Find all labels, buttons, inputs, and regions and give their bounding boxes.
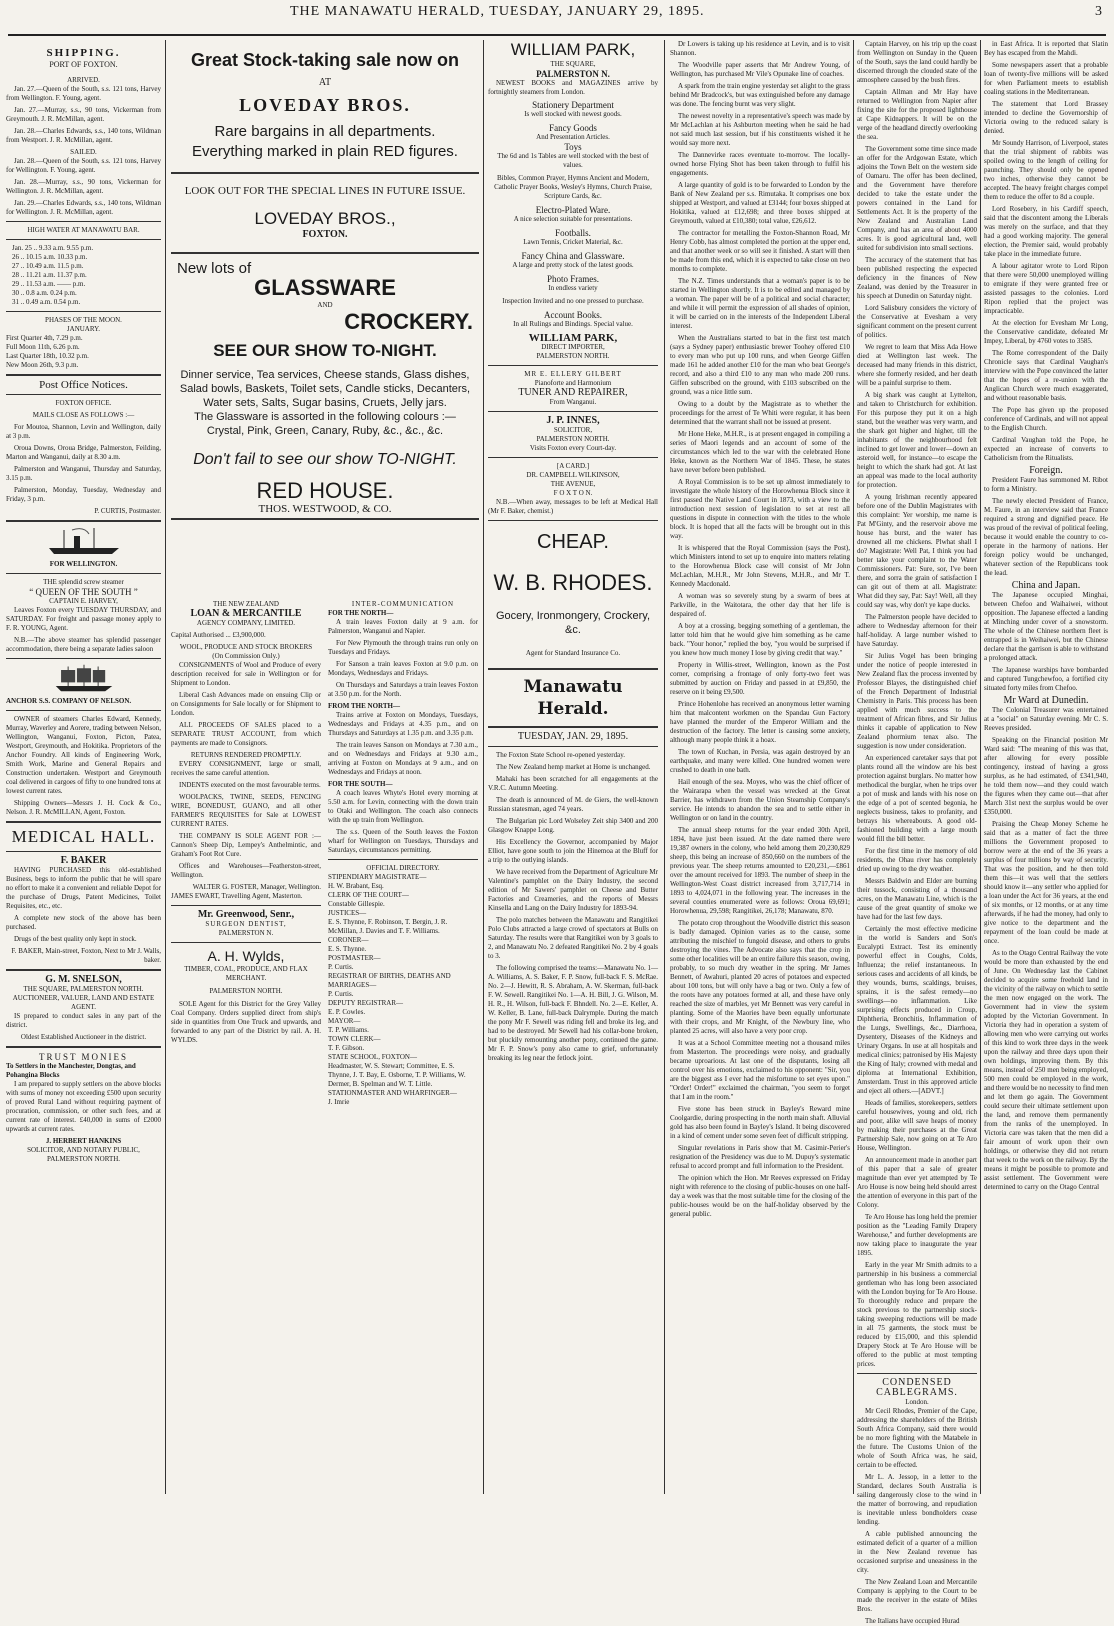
train-entry: For Sanson a train leaves Foxton at 9.0 p.m. on Mondays, Wednesdays and Fridays. bbox=[328, 660, 478, 677]
news-item: The death is announced of M. de Giers, the well-known Russian statesman, aged 74 years. bbox=[488, 796, 658, 813]
news-item: Te Aro House has long held the premier position as the "Leading Family Drapery Warehouse," and further developments are now taking place to inaugurate the year 1895. bbox=[857, 1213, 977, 1257]
crockery: CROCKERY. bbox=[344, 309, 473, 334]
column-park bbox=[488, 40, 658, 1492]
medical-drugs: Drugs of the best quality only kept in stock. bbox=[14, 935, 137, 943]
news-item: Singular revelations in Paris show that M. Casimir-Perier's resignation of the Presidency was due to M. Dupuy's systematic refusal to accord prompt and full information to the President. bbox=[670, 1144, 850, 1170]
directory-entry: STATE SCHOOL, FOXTON— bbox=[328, 1053, 417, 1061]
local-news bbox=[488, 751, 658, 1063]
steamer-text: Leaves Foxton every TUESDAY THURSDAY, and SATURDAY. For freight and passage money apply to F. R. YOUNG, Agent. bbox=[6, 606, 161, 632]
sailing-entry: Jan. 29.—Charles Edwards, s.s., 140 tons, Wildman for Wellington. J. R. McMillan, agent. bbox=[6, 199, 161, 216]
steamer-name: “ QUEEN OF THE SOUTH ” bbox=[29, 587, 138, 597]
news-item: His Excellency the Governor, accompanied by Major Elliot, have gone south to join the Hinemoa at the Bluff for a trip to the outlying islands. bbox=[488, 838, 658, 864]
loan-title: LOAN & MERCANTILE bbox=[190, 608, 302, 619]
tide-table bbox=[6, 244, 161, 307]
directory-entry: CORONER— bbox=[328, 936, 369, 944]
news-item: Owing to a doubt by the Magistrate as to whether the proceedings for the arrest of Te Whiti were regular, it has been determined that the warrant shall not be issued at present. bbox=[670, 400, 850, 426]
electro: Electro-Plated Ware. bbox=[535, 205, 611, 215]
loan-mercantile-ad bbox=[171, 600, 321, 1048]
china-item: The Japanese occupied Minghai, between Chefoo and Waihaiwei, without opposition. The Japanese effected a landing at Minching under cover of a snowstorm. The whole of the Chinese northern fleet is entrapped is in Weihaiwei, but the Chinese declare that the garrison is able to withstand a prolonged attack. bbox=[984, 591, 1108, 662]
cable-item: The statement that Lord Brassey intended to decline the Governorship of Victoria owing to the reduced salary is denied. bbox=[984, 100, 1108, 135]
inter-title: INTER-COMMUNICATION bbox=[351, 600, 455, 608]
cable-item: Mr Cecil Rhodes, Premier of the Cape, addressing the shareholders of the British South Africa Company, said there would be no more fighting with the Matabele in the future. The Customs Union of the whole of South Africa was, he said, certain to be effected. bbox=[857, 1407, 977, 1469]
bibles: Bibles, Common Prayer, Hymns Ancient and Modern, Catholic Prayer Books, Wesley's Hymns, Church Praise, Scripture Cards, &c. bbox=[494, 174, 652, 200]
red-house: RED HOUSE. bbox=[256, 478, 394, 503]
directory-entry: Headmaster, W. S. Stewart; Committee, E. S. Thynne, J. T. Bay, E. Osborne, T. P. Williams, W. Dermer, B. Spelman and W. T. Little. bbox=[328, 1062, 466, 1088]
arrival-entry: Jan. 28.—Charles Edwards, s.s., 140 tons, Wildman from Westport. J. R. McMillan, agent. bbox=[6, 127, 161, 144]
account-text: In all Rulings and Bindings. Special value. bbox=[513, 320, 633, 328]
directory-entry: STIPENDIARY MAGISTRATE— bbox=[328, 873, 427, 881]
trust-text: I am prepared to supply settlers on the above blocks with sums of money not exceeding £500 upon security of proved Rural Land without requiring payment of procuration, commission, or other such fees, and at current rate of interest. £40,000 in sums of £2000 upwards at current rates. bbox=[6, 1080, 161, 1133]
column-rule bbox=[980, 40, 981, 1494]
cable-list bbox=[857, 1407, 977, 1626]
anchor-text: OWNER of steamers Charles Edward, Kennedy, Murray, Waverley and Aorere, trading between Nelson, Wellington, Wanganui, Foxton, Picton, Patea, Westport, Greymouth, and Hokitika. Proprietors of the Anchor Foundry. All kinds of Engineering Work, Smith Work, Marine and General Repairs and Construction undertaken. Westport and Greymouth coal delivered in cargoes of fifty to one hundred tons at lowest current rates. bbox=[6, 715, 161, 795]
china-list bbox=[984, 591, 1108, 693]
moon-list bbox=[6, 334, 161, 370]
news-item: The New Zealand hemp market at Home is unchanged. bbox=[496, 763, 651, 771]
news-item: The Dannevirke races eventuate to-morrow. The locally-owned horse Flying Shot has been taken through to fulfil his engagements. bbox=[670, 151, 850, 177]
news-item: It is whispered that the Royal Commission (says the Post), which Ministers intend to set up to enquire into matters relating to the Horowhenua Block case will consist of Mr John McLachlan, M.H.R., Mr John Stevens, M.H.R., and Mr T. Kennedy Macdonald. bbox=[670, 544, 850, 588]
news-item: Prince Hohenlohe has received an anonymous letter warning him that malcontent workmen on the Spandau Gun Factory have planned the murder of the Emperor William and the destruction of the factory. The letter is causing some anxiety, although many people think it a hoax. bbox=[670, 700, 850, 744]
palmn: PALMERSTON N. bbox=[536, 69, 610, 79]
directory-entry: H. W. Brabant, Esq. bbox=[328, 882, 384, 890]
baker-name: F. BAKER bbox=[60, 855, 107, 866]
steamer-nb: N.B.—The above steamer has splendid passenger accommodation, there being a separate ladies saloon bbox=[6, 636, 161, 653]
loveday-title: LOVEDAY BROS. bbox=[239, 95, 411, 115]
column-cables bbox=[984, 40, 1108, 1492]
news-item: Captain Allman and Mr Hay have returned to Wellington from Napier after fixing the site for the proposed lighthouse at Cape Kidnappers. It will be on the verge of the headland directly overlooking the sea. bbox=[857, 88, 977, 141]
news-item: The Foxton State School re-opened yesterday. bbox=[496, 751, 626, 759]
wilkinson-nb: N.B.—When away, messages to be left at Medical Hall (Mr F. Baker, chemist.) bbox=[488, 498, 658, 515]
shipping-title: SHIPPING. bbox=[46, 47, 121, 59]
steamer-intro: THE splendid screw steamer bbox=[43, 578, 124, 586]
importer: DIRECT IMPORTER, bbox=[541, 343, 605, 351]
herald-date: TUESDAY, JAN. 29, 1895. bbox=[517, 731, 629, 742]
footballs-text: Lawn Tennis, Cricket Material, &c. bbox=[523, 238, 623, 246]
news-item: The Bulgarian pic Lord Wolseley Zeit ship 3400 and 200 Glasgow Knappe Long. bbox=[488, 817, 658, 834]
sailed-list bbox=[6, 157, 161, 217]
cable-item: The New Zealand Loan and Mercantile Company is applying to the Court to be made the receiver in the estate of Miles Bros. bbox=[857, 1578, 977, 1613]
commission: (On Commission Only.) bbox=[212, 652, 280, 660]
cable-item: Cardinal Vaughan told the Pope, he expected an increase of converts to Catholicism from the Ritualists. bbox=[984, 436, 1108, 462]
news-item: The Palmerston people have decided to adhere to Wednesday afternoon for their half-holiday. A large number wished to have Saturday. bbox=[857, 613, 977, 648]
directory-entry: REGISTRAR OF BIRTHS, DEATHS AND MARRIAGES— bbox=[328, 972, 451, 989]
directory-entry: TOWN CLERK— bbox=[328, 1035, 381, 1043]
masthead bbox=[0, 0, 1114, 38]
inter-communication bbox=[328, 600, 478, 1107]
toys-text: The 6d and 1s Tables are well stocked with the best of values. bbox=[497, 152, 649, 169]
baker-signature: F. BAKER, Main-street, Foxton, Next to Mr J. Walls, baker. bbox=[11, 947, 161, 964]
news-item: An announcement made in another part of this paper that a sale of greater magnitude than ever yet attempted by Te Aro House is now being held should arrest the attention of everyone in this part of the Colony. bbox=[857, 1156, 977, 1209]
ward-item: As to the Otago Central Railway the vote would be more than exhausted by the end of June. On Wednesday last the Cabinet decided to acquire some freehold land in the vicinity of the railway on which to settle the men now engaged on the work. The Government had in view the system adopted by the Victorian Government. In Victoria they had in operation a system of allowing men who were carrying out works of this kind to work three days in the week upon the railway and three days upon their own holdings, improving them. By this means, instead of 250 men being employed, 500 men could be employed in the work, and there would be no necessity to find men and let them go again. The Government could secure their ultimate settlement upon the land, and remove them permanently from the ranks of the unemployed. In Victoria care was taken that the men did a fair amount of work upon their own holdings, or otherwise they did not return that week to the work on the railway. By the means it might be possible to promote and assist settlement. The Government were determined to carry on the Otago Central bbox=[984, 949, 1108, 1191]
news-item: Hail enough of the sea. Moyes, who was the chief officer of the Wairarapa when the vessel was wrecked at the Great Barrier, has withdrawn from the Union Steamship Company's service. He intends to abandon the sea and to settle either in Wellington or on land in the country. bbox=[670, 778, 850, 822]
dinner-list: Dinner service, Tea services, Cheese stands, Glass dishes, Salad bowls, Baskets, Toilet sets, Candle sticks, Decanters, Water sets, Salts, Sugar basins, Cruets, Jelly jars. bbox=[179, 369, 471, 409]
greenwood: Mr. Greenwood, Senr., bbox=[197, 909, 295, 920]
at-label: AT bbox=[318, 77, 332, 88]
north-title: FOR THE NORTH— bbox=[328, 609, 394, 617]
captain: CAPTAIN E. HARVEY, bbox=[49, 597, 118, 605]
south-title: FOR THE SOUTH— bbox=[328, 780, 393, 788]
news-item: A spark from the train engine yesterday set alight to the grass behind Mr Bradcock's, but was extinguished before any damage was done. The fencing burnt was very slight. bbox=[670, 82, 850, 108]
cable-item: Mr L. A. Jessop, in a letter to the Standard, declares South Australia is sailing dangerously close to the wind in the matter of borrowing, and repudiation is inevitable unless bondholders cease lending. bbox=[857, 1473, 977, 1526]
news-item: The accuracy of the statement that has been published respecting the expected deficiency in the finances of New Zealand, was denied by the Treasurer in his speech at Dunedin on Saturday night. bbox=[857, 256, 977, 300]
account-books: Account Books. bbox=[544, 310, 602, 320]
news-item: The contractor for metalling the Foxton-Shannon Road, Mr Henry Cobb, has almost completed the portion at the upper end, and that another week or so will see it finished. A start will then be made from this end, which it is expected to take close on two months to complete. bbox=[670, 229, 850, 273]
news-item: The potato crop throughout the Woodville district this season is badly damaged. Opinion varies as to the cause, some attributing the mischief to fungoid disease, and others to grubs destroying the vines. The Advocate also says that the crop in some other localities will be an entire failure this season, owing, probably, to so much dry weather in the spring. Mr James Bennett, of Awahuri, planted 20 acres of potatoes and expected about 100 tons, but will only have a bag or two. Only a few of the roots have any potatoes formed at all, and these have only reached the size of marbles, yet Mr Bennett was very careful in planting. Some of the Maories have been equally unfortunate with their crops, and Mr Knight, of the Newbury line, who planted 25 acres, will also have a very poor crop. bbox=[670, 919, 851, 1035]
footballs: Footballs. bbox=[555, 228, 591, 238]
cable-item: A cable published announcing the estimated deficit of a quarter of a million in the New Zealand revenue has occasioned surprise and uneasiness in the city. bbox=[857, 1530, 977, 1574]
tide-row: 31 .. 0.49 a.m. 0.54 p.m. bbox=[12, 298, 81, 306]
south-list bbox=[328, 789, 478, 855]
capital: Capital Authorised ... £3,900,000. bbox=[171, 631, 266, 639]
news-item: The opinion which the Hon. Mr Reeves expressed on Friday night with reference to the closing of public-houses on one half-day a week was that the most suitable time for the closing of the public-houses would be on the half-holiday observed by the general public. bbox=[670, 1174, 850, 1218]
news-item: Certainly the most effective medicine in the world is Sanders and Son's Eucalypti Extract. Test its eminently powerful effect in Coughs, Colds, Influenza; the relief instantaneous. In serious cases and accidents of all kinds, be they wounds, burns, scaldings, bruises, sprains, it is the safest remedy—no swellings—no inflammation. Like surprising effects produced in Croup, Diphtheria, Bronchitis, Inflammation of the Lungs, Swellings, &c., Diarrhoea, Dysentery, Diseases of the Kidneys and Urinary Organs. In use at all hospitals and medical clinics; patronised by His Majesty the King of Italy; crowned with medal and diploma at International Exhibition, Amsterdam. Trust in this approved article and eject all others.—[ADVT.] bbox=[857, 925, 977, 1095]
lookout: LOOK OUT FOR THE SPECIAL LINES IN FUTURE ISSUE. bbox=[184, 185, 466, 197]
hankins-name: J. HERBERT HANKINS bbox=[45, 1137, 122, 1145]
cable-item: Mr Soundy Harrison, of Liverpool, states that the trial shipment of rabbits was spoiled owing to the length of ceiling for paunching. They should only be opened two inches, otherwise they cannot be accepted. The heavy freight charges compel them to reduce the offer to 8d a couple. bbox=[984, 139, 1108, 201]
palm2: PALMERSTON NORTH. bbox=[536, 435, 610, 443]
foreign-item: The newly elected President of France, M. Faure, in an interview said that France required a strong and dignified peace. He was proud of the revival of political feeling, because it would enable the country to co-operate in the harmony of nations. Her foreign policy would be unchanged, whatever section of the Republicans took the lead. bbox=[984, 497, 1108, 577]
moon-phase: Last Quarter 18th, 10.32 p.m. bbox=[6, 352, 89, 360]
glass-colours: The Glassware is assorted in the following colours :— Crystal, Pink, Green, Canary, Ruby, &c., &c., &c. bbox=[194, 411, 456, 437]
news-item: The Woodville paper asserts that Mr Andrew Young, of Wellington, has purchased Mr Vile's Opunake line of coaches. bbox=[670, 61, 850, 78]
news-item: Messrs Baldwin and Elder are burning their tussock, consisting of a thousand acres, on the Manawatu Line, which is the cause of the great quantity of smoke we have had for the last few days. bbox=[857, 877, 977, 921]
medical-text: HAVING PURCHASED this old-established Business, begs to inform the public that he will spare no effort to make it a convenient and reliable Depot for the purchase of Drugs, Patent Medicines, Toilet Requisites, etc., etc. bbox=[6, 866, 161, 910]
foxton-label: FOXTON. bbox=[302, 229, 348, 240]
official-title: OFFICIAL DIRECTORY. bbox=[366, 864, 440, 872]
news-item: Early in the year Mr Smith admits to a partnership in his business a commercial gentleman who has long been associated with the London buying for Te Aro House. To thoroughly reduce and prepare the stock previous to the partnership stock-taking sweeping reductions will be made in all 75 garments, the stock must be reduced by £15,000, and this splendid Drapery Stock at Te Aro House will be offered to the public at most tempting prices. bbox=[857, 1261, 977, 1368]
cable-item: The Rome correspondent of the Daily Chronicle says that Cardinal Vaughan's interview with the Pope convinced the latter that the hopes of a re-union with the Anglican Church were much exaggerated, and without reasonable basis. bbox=[984, 349, 1108, 402]
news-item: We regret to learn that Miss Ada Howe died at Wellington last week. The deceased had many friends in this district, where she formerly resided, and her death will be a painful surprise to them. bbox=[857, 343, 977, 387]
moon-month: JANUARY. bbox=[66, 325, 101, 333]
cable-item: At the election for Evesham Mr Long, the Conservative candidate, defeated Mr Impey, Liberal, by 4760 votes to 3585. bbox=[984, 319, 1108, 345]
north-list bbox=[328, 618, 478, 699]
electro-text: A nice selection suitable for presentations. bbox=[513, 215, 633, 223]
column-advertisements bbox=[171, 40, 479, 1492]
news-item: It was at a School Committee meeting not a thousand miles from Masterton. The proceedings were noisy, and gradually became uproarious. At last one of the disputants, losing all control over his emotions, exclaimed to his opponent: "Sir, you are the biggest ass I ever had the misfortune to set eyes upon." "Order! Order!" exclaimed the chairman, "you seem to forget that I am in the room." bbox=[670, 1039, 850, 1101]
tuner: TUNER AND REPAIRER, bbox=[518, 387, 628, 398]
newest-books: NEWEST BOOKS and MAGAZINES arrive by fortnightly steamers from London. bbox=[488, 79, 658, 96]
news-item: A big shark was caught at Lyttelton, and taken to Christchurch for exhibition. For this purpose they put it on a high stand, but the weather was very warm, and the shark got higher and higher, till the inhabitants of the neighbourhood felt inclined to get lower and lower—down an asteroid well, for instance—to escape the height to which the shark had got. At last an appeal was made to the local authority for protection. bbox=[857, 391, 977, 489]
timber: TIMBER, COAL, PRODUCE, AND FLAX MERCHANT. bbox=[184, 965, 308, 982]
nz-title: THE NEW ZEALAND bbox=[213, 600, 279, 608]
directory-entry: T. P. Williams. bbox=[328, 1026, 369, 1034]
masthead-title: THE MANAWATU HERALD, TUESDAY, JANUARY 29, 1895. bbox=[290, 4, 705, 19]
column-rule bbox=[853, 40, 854, 1494]
directory-entry: JUSTICES— bbox=[328, 909, 367, 917]
anchor-title: ANCHOR S.S. COMPANY OF NELSON. bbox=[6, 697, 132, 705]
offices: Offices and Warehouses—Featherston-street, Wellington. bbox=[171, 862, 321, 879]
ward-list bbox=[984, 706, 1108, 1192]
directory-entry: T. F. Gibson. bbox=[328, 1044, 365, 1052]
marked-red: Everything marked in plain RED figures. bbox=[192, 143, 458, 160]
proceeds: ALL PROCEEDS OF SALES placed to a SEPARATE TRUST ACCOUNT, from which payments are made to Consignors. bbox=[171, 721, 321, 747]
stocktaking-title: Great Stock-taking sale now on bbox=[190, 50, 460, 70]
cable-item: A labour agitator wrote to Lord Ripon that there were 50,000 unemployed willing to emigrate if they were granted free or assisted passages to the colonies. Lord Ripon replied that the project was impracticable. bbox=[984, 262, 1108, 315]
page-number: 3 bbox=[1095, 4, 1102, 19]
pianoforte: Pianoforte and Harmonium bbox=[534, 379, 612, 387]
square: THE SQUARE, bbox=[550, 60, 596, 68]
ward-item: Praising the Cheap Money Scheme he said that as a matter of fact the three millions the Government proposed to borrow were at the end of the 36 years a surplus of four millions by way of security. That was the position, and he then told them this—it was well that the settlers should know it—any settler who applied for a loan under the Act for 36 years, at the end of six months, or 12 months, or at any time afterwards, if he had the money, had only to give notice to the department and the repayment of the loan could be made at once. bbox=[984, 820, 1108, 945]
directory-entry: P. Curtis. bbox=[328, 963, 354, 971]
hankins-address: PALMERSTON NORTH. bbox=[46, 1155, 121, 1163]
woolpacks: WOOLPACKS, TWINE, SEEDS, FENCING WIRE, BONEDUST, GUANO, and all other FARMER'S REQUISITES for Sale at LOWEST CURRENT RATES. bbox=[171, 793, 321, 828]
directory-entry: DEPUTY REGISTRAR— bbox=[328, 999, 403, 1007]
ward-item: The Colonial Treasurer was entertained at a "social" on Saturday evening. Mr C. S. Reeves presided. bbox=[984, 706, 1108, 732]
directory-entry: J. Imrie bbox=[328, 1098, 350, 1106]
cable-item: in East Africa. It is reported that Slatin Bey has escaped from the Mahdi. bbox=[984, 40, 1108, 57]
palm-north: PALMERSTON NORTH. bbox=[209, 987, 283, 995]
tide-row: 26 .. 10.15 a.m. 10.33 p.m. bbox=[12, 253, 88, 261]
train-entry: Trains arrive at Foxton on Mondays, Tuesdays, Wednesdays and Fridays at 4.35 p.m., and on Thursdays and Saturdays at 1.35 p.m. and 3.35 p.m. bbox=[328, 711, 478, 737]
news-item: Mahaki has been scratched for all engagements at the V.R.C. Autumn Meeting. bbox=[488, 775, 658, 792]
news-item: Heads of families, storekeepers, settlers careful housewives, young and old, rich and poor, alike will save heaps of money by making their purchases at the Great Partnership Sale, now going on at Te Aro House, Wellington. bbox=[857, 1099, 977, 1152]
directory-entry: STATIONMASTER AND WHARFINGER— bbox=[328, 1089, 457, 1097]
directory-list bbox=[328, 873, 478, 1107]
post-list bbox=[6, 423, 161, 504]
photo-frames: Photo Frames. bbox=[546, 274, 599, 284]
agency: AGENCY COMPANY, LIMITED. bbox=[196, 619, 296, 627]
park-importer: WILLIAM PARK, bbox=[528, 332, 618, 344]
london-label: London. bbox=[905, 1398, 929, 1406]
dont-fail: Don't fail to see our show TO-NIGHT. bbox=[193, 451, 457, 468]
fancy-goods: Fancy Goods bbox=[549, 123, 597, 133]
news-item: Lord Salisbury considers the victory of the Conservative at Evesham a very significant comment on the present current of politics. bbox=[857, 304, 977, 339]
news-item: The newest novelty in a representative's speech was made by Mr McLachlan at his Ashburton meeting when he said he had not said much last session, but if his constituents wished it he would say more next. bbox=[670, 112, 850, 147]
stationery-text: Is well stocked with newest goods. bbox=[524, 110, 622, 118]
news-item: Mr Hone Heke, M.H.R., is at present engaged in compiling a series of Maori legends and an account of some of the circumstances which led to the war with the celebrated Hone Heke, known as the Northern War of 1845. These, he states have never before been published. bbox=[670, 430, 850, 474]
news-item: Five stone has been struck in Bayley's Reward mine Coolgardie, during prospecting in the north main shaft. Alluvial gold has also been found in Bayley's Island. It being discovered in a kind of cement under some seven feet of difficult stripping. bbox=[670, 1105, 850, 1140]
news-item: The town of Kuchan, in Persia, was again destroyed by an earthquake, and many were killed. One hundred women were crushed to death in one bath. bbox=[670, 748, 850, 774]
stationery: Stationery Department bbox=[532, 100, 614, 110]
news-item: A young Irishman recently appeared before one of the Dublin Magistrates with this complaint: Yer worship, me name is Pat M'Ginty, and the reservoir above me house has burst, and the water has drowned all me chickens. Plwhat shall I do? Magistrate: Well Pat, I think you had better take your complaint to the Water Commissioners. Pat: Sure, sor, I've been there, and sorra the grain of satisfaction I can git out of them at all. Magistrate: What did they say, Pat: Say! Well, all they could say was, why don't ye kape ducks. bbox=[857, 493, 977, 609]
cheap: CHEAP. bbox=[537, 531, 609, 553]
anchor-owners: Shipping Owners—Messrs J. H. Cock & Co., Nelson. J. R. McMILLAN, Agent, Foxton. bbox=[6, 799, 161, 816]
photo-text: In endless variety bbox=[548, 284, 598, 292]
column-rule bbox=[165, 40, 166, 1494]
indents: INDENTS executed on the most favourable terms. bbox=[179, 781, 321, 789]
snelson-oldest: Oldest Established Auctioneer in the district. bbox=[20, 1033, 147, 1041]
trust-subtitle: To Settlers in the Manchester, Dongtas, and Pohangina Blocks bbox=[6, 1062, 136, 1079]
train-entry: For New Plymouth the through trains run only on Tuesdays and Fridays. bbox=[328, 639, 478, 656]
ward-title: Mr Ward at Dunedin. bbox=[1003, 695, 1089, 706]
see-show: SEE OUR SHOW TO-NIGHT. bbox=[213, 341, 437, 360]
loveday-bros: LOVEDAY BROS., bbox=[254, 209, 396, 228]
grocery: Gocery, Ironmongery, Crockery, &c. bbox=[495, 610, 651, 636]
column-shipping bbox=[6, 40, 161, 1492]
tide-row: 29 .. 11.53 a.m. —— p.m. bbox=[12, 280, 86, 288]
hankins-role: SOLICITOR, AND NOTARY PUBLIC, bbox=[27, 1146, 140, 1154]
ewart: JAMES EWART, Travelling Agent, Masterton. bbox=[171, 892, 303, 900]
fancy-china: Fancy China and Glassware. bbox=[521, 251, 625, 261]
china-title: China and Japan. bbox=[1011, 580, 1081, 591]
news-paragraphs-2 bbox=[857, 40, 977, 1369]
china-text: A large and pretty stock of the latest goods. bbox=[512, 261, 634, 269]
directory-entry: E. S. Thynne. bbox=[328, 945, 367, 953]
visits: Visits Foxton every Court-day. bbox=[529, 444, 617, 452]
news-item: An experienced caretaker says that pot plants round all the window are his best protection against burglars. No matter how methodical the burglar, when he trips over a pot of musk and lands with his nose on the edge of a pot of scented begonia, he neglects business, takes to profanity, and betrays his whereabouts. A good old-fashioned building with a large mouth would fill the bill better. bbox=[857, 754, 978, 843]
palm: PALMERSTON NORTH. bbox=[536, 352, 610, 360]
news-item: For the first time in the memory of old residents, the Ohau river has completely dried up owing to the dry weather. bbox=[857, 847, 977, 873]
news-item: A Royal Commission is to be set up almost immediately to investigate the whole history of the Horowhenua Block since it first passed the Native Land Court in 1873, with a view to the introduction next session of legislation to set at rest all questions in dispute in connection with the titles to the whole block. It is hoped that all the facts will be brought out in this way. bbox=[670, 478, 850, 540]
foreign-list bbox=[984, 476, 1108, 578]
cable-item: Lord Rosebery, in his Cardiff speech, said that the discontent among the Liberals was merely on the surface, and that they had a good working majority. The general election, the Premier said, would probably take place in the immediate future. bbox=[984, 205, 1108, 258]
wellington-title: FOR WELLINGTON. bbox=[49, 560, 118, 568]
palmerston: PALMERSTON N. bbox=[218, 929, 274, 937]
news-item: The annual sheep returns for the year ended 30th April, 1894, have just been issued. At the date named there were 19,387 owners in the colony, who held among them 20,230,829 sheep, this being an increase of 850,660 on the numbers of the previous year. The sheep returns amounted to £20,231,—£861 over the amount received for 1893. The number of sheep in the Wellington-West Coast district increased from 3,717,714 in 1893 to 4,024,071 in the following year. The increases in the several counties enumerated were as follows: Oroua 69,691; Horowhenua, 29,598; Rangitikei, 26,178; Manawatu, 870. bbox=[670, 826, 850, 915]
news-item: A boy at a crossing, begging something of a gentleman, the latter told him that he would give him something as he came back. "Your honor," replied the boy, "you would be surprised if you knew how much money I lose by giving credit that way." bbox=[670, 622, 850, 657]
tide-row: 27 .. 10.49 a.m. 11.5 p.m. bbox=[12, 262, 84, 270]
coach-entry: The s.s. Queen of the South leaves the Foxton wharf for Wellington on Tuesdays, Thursdays and Saturdays, circumstances permitting. bbox=[328, 828, 478, 854]
surgeon: SURGEON DENTIST, bbox=[205, 920, 287, 928]
sailing-entry: Jan. 28.—Queen of the South, s.s. 121 tons, Harvey for Wellington. F. Young, agent. bbox=[6, 157, 161, 174]
china-item: The Japanese warships have bombarded and captured Tungchewfoo, a fortified city situated forty miles from Chefoo. bbox=[984, 666, 1108, 692]
news-item: The Government some time since made an offer for the Ardgowan Estate, which adjoins the Town Belt on the western side of Oamaru. The offer has been declined, and the Government have therefore decided to take the estate under the powers contained in the Land for Settlements Act. It is the property of the New Zealand and Australian Land Company, and has an area of about 4000 acres. It is good agricultural land, well suited for subdivision into small sections. bbox=[857, 145, 977, 252]
arrived-list bbox=[6, 85, 161, 145]
cable-title: CONDENSED CABLEGRAMS. bbox=[876, 1377, 958, 1398]
moon-phase: New Moon 26th, 9.3 p.m. bbox=[6, 361, 79, 369]
moon-phase: Full Moon 11th, 6.26 p.m. bbox=[6, 343, 80, 351]
returns: RETURNS RENDERED PROMPTLY. bbox=[190, 751, 302, 759]
gilbert: MR E. ELLERY GILBERT bbox=[524, 370, 622, 378]
trust-title: TRUST MONIES bbox=[38, 1052, 129, 1062]
directory-entry: MAYOR— bbox=[328, 1017, 361, 1025]
mails-close: MAILS CLOSE AS FOLLOWS :— bbox=[32, 411, 135, 419]
cable-item: The Italians have occupied Hurad bbox=[865, 1617, 960, 1625]
column-rule bbox=[664, 40, 665, 1494]
sole-text: SOLE Agent for this District for the Grey Valley Coal Company. Orders supplied direct from ship's side in quantities from One Truck and upwards, and forwarded to any part of the District by rail. A. H. WYLDS. bbox=[171, 1000, 321, 1044]
foster: WALTER G. FOSTER, Manager, Wellington. bbox=[192, 883, 321, 891]
news-item: The N.Z. Times understands that a woman's paper is to be started in Wellington shortly. It is to be edited and managed by a woman. The paper will be of a political and social character; and while it will permit the expression of all shades of opinion, it will be carried on in the interests of the Independent Liberal interest. bbox=[670, 277, 850, 330]
tide-row: 30 .. 0.8 a.m. 0.24 p.m. bbox=[12, 289, 77, 297]
news-item: When the Australians started to bat in the first test match (says a Sydney paper) enthusiastic brewer Toohey offered £10 to every man who put up 100 runs, and when George Giffen made 161 he added another £10 for the man who beat George's record, and also a third £10 to any man who made 200 runs. Giffen subscribed on the ground, with £103 subscribed on the ground, was a nice little sum. bbox=[670, 334, 850, 396]
directory-entry: CLERK OF THE COURT— bbox=[328, 891, 409, 899]
post-title: Post Office Notices. bbox=[39, 379, 128, 391]
sailed-title: SAILED. bbox=[70, 148, 97, 156]
snelson-title: G. M. SNELSON, bbox=[45, 974, 122, 985]
news-item: Sir Julius Vogel has been bringing under the notice of people interested in New Zealand flax the process invented by Professor Blayes, the distinguished chief of the French Department of Industrial Chemistry in Paris. This process has been applied with much success to the treatment of African fibres, and Sir Julius thinks it capable of application to New Zealand phormium tenax also. The suggestion is now under consideration. bbox=[857, 652, 977, 750]
port-title: PORT OF FOXTON. bbox=[49, 60, 118, 69]
wylds: A. H. Wylds, bbox=[207, 948, 285, 964]
news-item: We have received from the Department of Agriculture Mr Valentine's pamphlet on the Dairy Industry, the second edition of Mr Sawers' pamphlet on Cheese and Butter Factories and Creameries, and the reports of Messrs Kinsella and Lang on the Dairy Industry for 1893-94. bbox=[488, 868, 658, 912]
card-label: [A CARD.] bbox=[556, 462, 590, 470]
snelson-address: THE SQUARE, PALMERSTON NORTH. bbox=[23, 985, 144, 993]
toys: Toys bbox=[564, 142, 582, 152]
from-north: FROM THE NORTH— bbox=[328, 702, 400, 710]
post-entry: Palmerston and Wanganui, Thursday and Saturday, 3.15 p.m. bbox=[6, 465, 161, 482]
post-entry: For Moutoa, Shannon, Levin and Wellington, daily at 3 p.m. bbox=[6, 423, 161, 440]
and-label: AND bbox=[317, 301, 333, 309]
rhodes: W. B. RHODES. bbox=[493, 570, 653, 595]
column-news bbox=[670, 40, 850, 1492]
consignments: CONSIGNMENTS of Wool and Produce of every description received for sale in Wellington or for Shipment to London. bbox=[171, 661, 321, 687]
directory-entry: POSTMASTER— bbox=[328, 954, 381, 962]
wilkinson: DR. CAMPBELL WILKINSON, bbox=[526, 471, 620, 479]
train-entry: On Thursdays and Saturdays a train leaves Foxton at 3.50 p.m. for the North. bbox=[328, 681, 478, 698]
arrived-title: ARRIVED. bbox=[67, 76, 100, 84]
directory-entry: E. P. Cowles. bbox=[328, 1008, 366, 1016]
new-lots: New lots of bbox=[177, 260, 252, 277]
arrival-entry: Jan. 27.—Queen of the South, s.s. 121 tons, Harvey from Wellington. F. Young, agent. bbox=[6, 85, 161, 102]
news-item: Property in Willis-street, Wellington, known as the Post corner, comprising a frontage of only forty-two feet was submitted by auction on Friday and passed in at £9,850, the reserve on it being £9,500. bbox=[670, 661, 850, 696]
coach-entry: A coach leaves Whyte's Hotel every morning at 5.50 a.m. for Levin, connecting with the down train to Otaki and Wellington. The coach also connects with the up train from Wellington. bbox=[328, 789, 478, 824]
bargains: Rare bargains in all departments. bbox=[214, 123, 436, 140]
foreign-item: President Faure has summoned M. Ribot to form a Ministry. bbox=[984, 476, 1108, 493]
sailing-ship-icon bbox=[44, 663, 124, 693]
glassware: GLASSWARE bbox=[254, 275, 396, 300]
train-entry: A train leaves Foxton daily at 9 a.m. for Palmerston, Wanganui and Napier. bbox=[328, 618, 478, 635]
steamer-icon bbox=[44, 526, 124, 556]
directory-entry: E. S. Thynne, F. Robinson, T. Bergin, J. R. McMillan, J. Davies and T. F. Williams. bbox=[328, 918, 448, 935]
insurance-agent: Agent for Standard Insurance Co. bbox=[525, 649, 621, 657]
medical-hall-title: MEDICAL HALL. bbox=[11, 827, 156, 846]
news-item: A large quantity of gold is to be forwarded to London by the Bank of New Zealand per s.s. Rimutaka. It comprises one box shipped at Westport, and valued at £3144; four boxes shipped at Hokitika, valued at £12,698; and three boxes shipped at Greymouth, valued at £10,380; total value, £26,612. bbox=[670, 181, 850, 225]
medical-stock: A complete new stock of the above has been purchased. bbox=[6, 914, 161, 931]
tide-row: Jan. 25 .. 9.33 a.m. 9.55 p.m. bbox=[12, 244, 94, 252]
westwood: THOS. WESTWOOD, & CO. bbox=[258, 503, 392, 515]
news-item: Dr Lowers is taking up his residence at Levin, and is to visit Shannon. bbox=[670, 40, 850, 57]
every-consignment: EVERY CONSIGNMENT, large or small, receives the same careful attention. bbox=[171, 760, 321, 777]
avenue: THE AVENUE, bbox=[550, 480, 596, 488]
liberal-advances: Liberal Cash Advances made on ensuing Clip or on Consignments for Sale locally or for Shipment to London. bbox=[171, 691, 321, 717]
from-north-list bbox=[328, 711, 478, 777]
fancy-text: And Presentation Articles. bbox=[536, 133, 610, 141]
moon-phase: First Quarter 4th, 7.29 p.m. bbox=[6, 334, 83, 342]
park-title: WILLIAM PARK, bbox=[510, 40, 636, 59]
wool-brokers: WOOL, PRODUCE AND STOCK BROKERS bbox=[179, 643, 313, 651]
moon-title: PHASES OF THE MOON. bbox=[45, 316, 122, 324]
inspection: Inspection Invited and no one pressed to purchase. bbox=[502, 297, 644, 305]
directory-entry: Constable Gillespie. bbox=[328, 900, 385, 908]
cable-paragraphs bbox=[984, 40, 1108, 463]
wanganui: From Wanganui. bbox=[549, 398, 597, 406]
column-news-2 bbox=[857, 40, 978, 1625]
directory-entry: P. Curtis. bbox=[328, 990, 354, 998]
snelson-text: IS prepared to conduct sales in any part of the district. bbox=[6, 1012, 161, 1029]
column-rule bbox=[483, 40, 484, 1494]
postmaster: P. CURTIS, Postmaster. bbox=[94, 507, 161, 515]
post-office: FOXTON OFFICE. bbox=[55, 399, 112, 407]
sole-agent: THE COMPANY IS SOLE AGENT FOR :—Cannon's Sheep Dip, Lempey's Anthelmintic, and Graham's Foot Rot Cure. bbox=[171, 832, 321, 858]
snelson-role: AUCTIONEER, VALUER, LAND AND ESTATE AGENT. bbox=[12, 994, 155, 1011]
news-item: The following comprised the teams:—Manawatu No. 1—A. Williams, A. S. Baker, F. P. Snow, full-back F. S. McRae. No. 2—J. Hewitt, R. S. Abraham, A. W. Skerman, full-back F. W. Sewell. Rangitikei No. 1—A. H. Bill, J. G. Wilson, M. H. R., H. Wilson, full-back F. Bhndell. No. 2—E. Keller, A. W. Keller, B. Lane, full-back Dalrymple. During the match the pony Mr F. Sewell was riding fell and broke its leg, and had to be destroyed. Mr Sewell had his collar-bone broken, but pluckily remounting another pony, continued the game. Mr F. P. Snow's pony also came to grief, unfortunately breaking its leg near the fetlock joint. bbox=[488, 964, 658, 1062]
foreign-title: Foreign. bbox=[1029, 465, 1063, 476]
tide-title: HIGH WATER AT MANAWATU BAR. bbox=[27, 226, 140, 234]
news-item: The polo matches between the Manawatu and Rangitikei Polo Clubs attracted a large crowd of spectators at Bulls on Saturday. The results were that Rangitikei won by 3 goals to 2, and Manawatu No. 2 defeated Rangitikei No. 2 by 4 goals to 3. bbox=[488, 916, 658, 960]
cable-item: Some newspapers assert that a probable loan of twenty-five millions will be asked for when Parliament meets to establish coaling stations in the Mediterranean. bbox=[984, 61, 1108, 96]
news-item: A woman was so severely stung by a swarm of bees at Parkville, in the Waitotara, the other day that her life is despaired of. bbox=[670, 592, 850, 618]
solicitor: SOLICITOR, bbox=[553, 426, 593, 434]
sailing-entry: Jan. 28.—Murray, s.s., 90 tons, Vickerman for Wellington. J. R. McMillan, agent. bbox=[6, 178, 161, 195]
news-paragraphs bbox=[670, 40, 850, 1219]
arrival-entry: Jan. 27.—Murray, s.s., 90 tons, Vickerman from Greymouth. J. R. McMillan, agent. bbox=[6, 106, 161, 123]
tide-row: 28 .. 11.21 a.m. 11.37 p.m. bbox=[12, 271, 87, 279]
herald-title: Manawatu Herald. bbox=[523, 677, 623, 719]
cable-item: The Pope has given up the proposed conference of Cardinals, and will not appeal to the English Church. bbox=[984, 406, 1108, 432]
masthead-rule bbox=[8, 34, 1106, 36]
ward-item: Speaking on the Financial position Mr Ward said: "The meaning of this was that, after allowing for every possible contingency, instead of having a gross surplus, as he had estimated, of £341,940, he told them now—and they could watch the figures when they came out—that after March 31st next the surplus would be over £350,000. bbox=[984, 736, 1108, 816]
innes: J. P. INNES, bbox=[546, 415, 600, 426]
news-item: Captain Harvey, on his trip up the coast from Wellington on Sunday in the Queen of the South, says the land could hardly be discerned through the clouded state of the atmosphere caused by the bush fires. bbox=[857, 40, 977, 84]
train-entry: The train leaves Sanson on Mondays at 7.30 a.m., and on Wednesdays and Fridays at 9.30 a.m., arriving at Foxton on Mondays at 9 a.m., and on Wednesdays and Fridays at noon. bbox=[328, 741, 478, 776]
post-entry: Oroua Downs, Oroua Bridge, Palmerston, Feilding, Marton and Wanganui, daily at 8.30 a.m. bbox=[6, 444, 161, 461]
foxton: F O X T O N. bbox=[553, 489, 593, 497]
post-entry: Palmerston, Monday, Tuesday, Wednesday and Friday, 3 p.m. bbox=[6, 486, 161, 503]
